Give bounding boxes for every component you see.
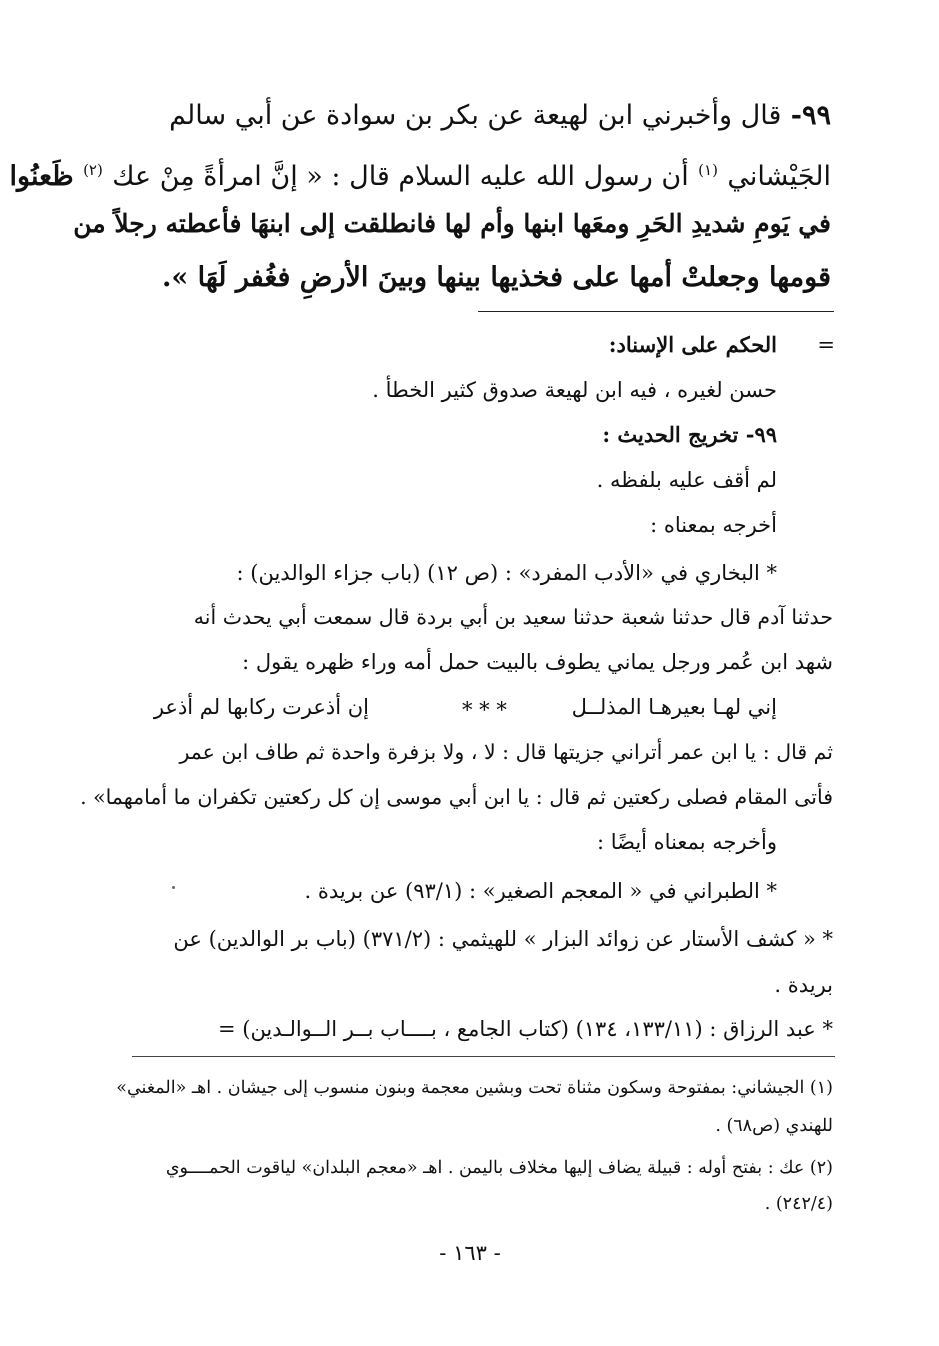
hadith-line-1-text: قال وأخبرني ابن لهيعة عن بكر بن سوادة عن أبي سالم bbox=[169, 100, 782, 131]
tabarani-line: * الطبراني في « المعجم الصغير» : (٩٣/١) عن بريدة . bbox=[304, 879, 777, 903]
footnote-2-line-2: (٢٤٢/٤) . bbox=[764, 1194, 833, 1214]
hadith-line-2-b: أن رسول الله عليه السلام قال : « إنَّ امرأةً مِنْ عك bbox=[112, 161, 689, 192]
isnad-heading: الحكم على الإسناد: bbox=[608, 332, 777, 357]
bukhari-line: * البخاري في «الأدب المفرد» : (ص ١٢) (باب جزاء الوالدين) : bbox=[236, 561, 777, 585]
isnad-text: حسن لغيره ، فيه ابن لهيعة صدوق كثير الخطأ . bbox=[372, 378, 777, 402]
takhrij-heading: ٩٩- تخريج الحديث : bbox=[602, 422, 777, 447]
kashf-line: * « كشف الأستار عن زوائد البزار » للهيثمي : (٣٧١/٢) (باب بر الوالدين) عن bbox=[173, 927, 833, 951]
thumma-line: ثم قال : يا ابن عمر أتراني جزيتها قال : لا ، ولا بزفرة واحدة ثم طاف ابن عمر bbox=[179, 740, 833, 764]
hadith-line-2-c: ظَعنُوا bbox=[9, 161, 74, 192]
hadith-number: ٩٩- bbox=[790, 100, 831, 131]
hadith-line-3-text: في يَومِ شديدِ الحَرِ ومعَها ابنها وأم لها فانطلقت إلى ابنهَا فأعطته رجلاً من bbox=[73, 209, 831, 238]
hadith-line-4 bbox=[111, 258, 831, 298]
page-number: - ١٦٣ - bbox=[439, 1241, 501, 1265]
poem-hemistich-right: إني لهـا بعيرهـا المذلــل bbox=[571, 695, 777, 719]
adam-line: حدثنا آدم قال حدثنا شعبة حدثنا سعيد بن أبي بردة قال سمعت أبي يحدث أنه bbox=[193, 605, 833, 629]
poem-separator: * * * bbox=[462, 698, 507, 722]
commentary-bullet: = bbox=[817, 333, 835, 357]
fata-line: فأتى المقام فصلى ركعتين ثم قال : يا ابن أبي موسى إن كل ركعتين تكفران ما أمامهما» . bbox=[80, 785, 833, 809]
footnote-separator bbox=[132, 1056, 835, 1057]
akhrajahu-line: أخرجه بمعناه : bbox=[650, 513, 777, 537]
footnote-2-line-1: (٢) عك : بفتح أوله : قبيلة يضاف إليها مخلاف باليمن . اهـ «معجم البلدان» لياقوت الحمــــوي bbox=[165, 1158, 833, 1178]
abdrazzaq-line: * عبد الرزاق : (١٣٣/١١، ١٣٤) (كتاب الجامع ، بــــاب بــر الــوالـدين) = bbox=[217, 1017, 833, 1041]
ayda-line: وأخرجه بمعناه أيضًا : bbox=[596, 830, 777, 854]
footnote-1-line-2: للهندي (ص٦٨) . bbox=[715, 1116, 833, 1136]
shahida-line: شهد ابن عُمر ورجل يماني يطوف بالبيت حمل أمه وراء ظهره يقول : bbox=[242, 650, 833, 674]
hadith-line-4-text: قومها وجعلتْ أمها على فخذيها بينها وبينَ الأرضِ فغُفر لَهَا ». bbox=[161, 262, 831, 293]
footnote-ref-1: (١) bbox=[698, 161, 718, 179]
print-speck bbox=[172, 886, 175, 889]
poem-hemistich-left: إن أذعرت ركابها لم أذعر bbox=[153, 695, 369, 719]
hadith-line-3 bbox=[73, 204, 831, 244]
burayda-line: بريدة . bbox=[774, 973, 833, 997]
not-found-line: لم أقف عليه بلفظه . bbox=[596, 468, 777, 492]
hadith-line-1 bbox=[131, 96, 831, 136]
hadith-line-2-a: الجَيْشاني bbox=[727, 161, 831, 192]
footnote-ref-2: (٢) bbox=[83, 161, 103, 179]
footnote-1-line-1: (١) الجيشاني: بمفتوحة وسكون مثناة تحت وبشين معجمة وبنون منسوب إلى جيشان . اهـ «المغني» bbox=[116, 1078, 833, 1098]
main-text-rule bbox=[478, 311, 834, 312]
hadith-line-2 bbox=[9, 150, 831, 197]
